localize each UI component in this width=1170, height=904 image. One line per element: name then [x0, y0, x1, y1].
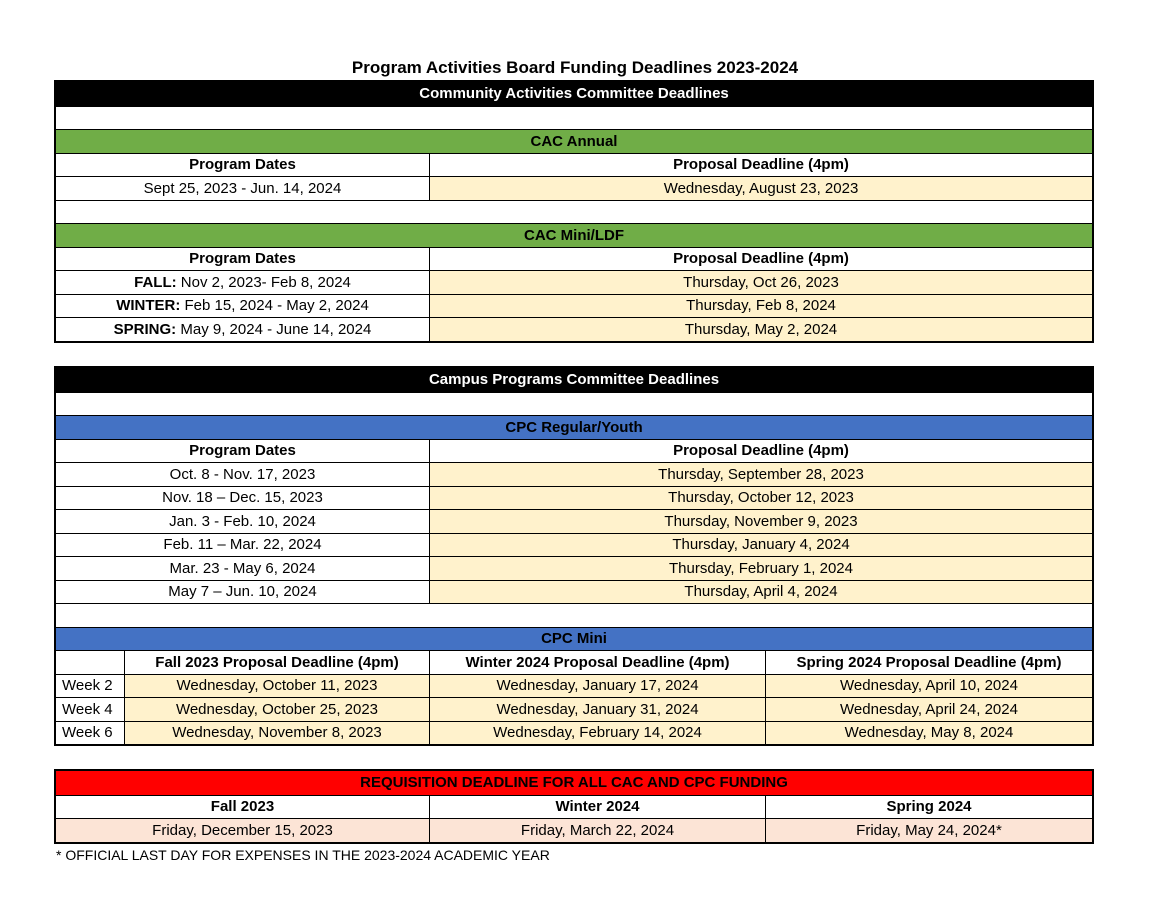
week-label: Week 4: [62, 700, 113, 718]
cpc-header: Campus Programs Committee Deadlines: [56, 368, 1092, 392]
winter-deadline: Wednesday, January 31, 2024: [429, 698, 765, 721]
table-row: [56, 317, 1092, 341]
week-label: Week 2: [62, 677, 113, 695]
table-row: [56, 818, 1092, 842]
spring-deadline: Wednesday, April 24, 2024: [765, 698, 1092, 721]
term-dates: Nov 2, 2023- Feb 8, 2024: [176, 273, 351, 291]
spacer-row: [56, 604, 1092, 627]
week-label: Week 6: [62, 724, 113, 742]
program-dates: May 7 – Jun. 10, 2024: [168, 583, 317, 601]
spring-deadline: Wednesday, April 10, 2024: [765, 675, 1092, 698]
table-row: [56, 270, 1092, 294]
table-row: [56, 580, 1092, 604]
program-dates: Sept 25, 2023 - Jun. 14, 2024: [143, 179, 342, 197]
table-row: [56, 509, 1092, 533]
proposal-deadline: Thursday, April 4, 2024: [429, 581, 1092, 604]
cac-annual-label: CAC Annual: [56, 130, 1092, 153]
winter-deadline: Wednesday, January 17, 2024: [429, 675, 765, 698]
proposal-deadline: Thursday, October 12, 2023: [429, 487, 1092, 510]
table-row: [56, 486, 1092, 510]
cpc-table: [54, 366, 1094, 746]
cac-table: [54, 80, 1094, 343]
proposal-deadline: Thursday, February 1, 2024: [429, 557, 1092, 580]
cac-header: Community Activities Committee Deadlines: [56, 82, 1092, 106]
page-title: Program Activities Board Funding Deadlines 2023-2024: [351, 58, 799, 77]
col-winter: Winter 2024: [429, 796, 765, 819]
table-row: [56, 697, 1092, 721]
table-row: [56, 674, 1092, 698]
col-proposal-deadline: Proposal Deadline (4pm): [429, 440, 1092, 463]
table-row: [56, 556, 1092, 580]
proposal-deadline: Thursday, Feb 8, 2024: [429, 295, 1092, 318]
fall-deadline: Wednesday, October 11, 2023: [124, 675, 429, 698]
winter-deadline: Wednesday, February 14, 2024: [429, 722, 765, 745]
col-program-dates: Program Dates: [189, 250, 296, 268]
term-dates: Feb 15, 2024 - May 2, 2024: [180, 297, 369, 315]
program-dates: Feb. 11 – Mar. 22, 2024: [163, 536, 322, 554]
spring-deadline: Wednesday, May 8, 2024: [765, 722, 1092, 745]
col-spring-deadline: Spring 2024 Proposal Deadline (4pm): [765, 651, 1092, 674]
proposal-deadline: Thursday, May 2, 2024: [429, 318, 1092, 341]
program-dates: [56, 271, 429, 294]
proposal-deadline: Thursday, November 9, 2023: [429, 510, 1092, 533]
cpc-regular-label: CPC Regular/Youth: [56, 416, 1092, 439]
col-week-blank: [56, 651, 124, 674]
program-dates: Mar. 23 - May 6, 2024: [169, 559, 316, 577]
col-fall-deadline: Fall 2023 Proposal Deadline (4pm): [124, 651, 429, 674]
program-dates: [56, 295, 429, 318]
proposal-deadline: Thursday, September 28, 2023: [429, 463, 1092, 486]
col-winter-deadline: Winter 2024 Proposal Deadline (4pm): [429, 651, 765, 674]
proposal-deadline: Wednesday, August 23, 2023: [429, 177, 1092, 200]
program-dates: Oct. 8 - Nov. 17, 2023: [169, 465, 316, 483]
footnote: * OFFICIAL LAST DAY FOR EXPENSES IN THE 2023-2024 ACADEMIC YEAR: [56, 847, 550, 863]
col-program-dates: Program Dates: [189, 156, 296, 174]
fall-deadline: Wednesday, October 25, 2023: [124, 698, 429, 721]
requisition-table: [54, 769, 1094, 844]
col-proposal-deadline: Proposal Deadline (4pm): [429, 154, 1092, 177]
proposal-deadline: Thursday, Oct 26, 2023: [429, 271, 1092, 294]
term-label: FALL:: [134, 273, 177, 291]
col-program-dates: Program Dates: [189, 442, 296, 460]
table-row: [56, 462, 1092, 486]
program-dates: Jan. 3 - Feb. 10, 2024: [169, 512, 316, 530]
program-dates: [56, 318, 429, 341]
proposal-deadline: Thursday, January 4, 2024: [429, 534, 1092, 557]
col-fall: Fall 2023: [210, 798, 275, 816]
col-proposal-deadline: Proposal Deadline (4pm): [429, 248, 1092, 271]
table-row: [56, 294, 1092, 318]
table-row: [56, 533, 1092, 557]
term-label: WINTER:: [116, 297, 181, 315]
term-dates: May 9, 2024 - June 14, 2024: [176, 320, 372, 338]
program-dates: Nov. 18 – Dec. 15, 2023: [162, 489, 323, 507]
fall-requisition-deadline: Friday, December 15, 2023: [56, 819, 429, 842]
fall-deadline: Wednesday, November 8, 2023: [124, 722, 429, 745]
spacer-row: [56, 201, 1092, 224]
table-row: [56, 721, 1092, 745]
term-label: SPRING:: [113, 320, 177, 338]
table-row: [56, 176, 1092, 200]
spacer-row: [56, 393, 1092, 416]
winter-requisition-deadline: Friday, March 22, 2024: [429, 819, 765, 842]
cac-mini-label: CAC Mini/LDF: [56, 224, 1092, 247]
col-spring: Spring 2024: [765, 796, 1092, 819]
requisition-header: REQUISITION DEADLINE FOR ALL CAC AND CPC FUNDING: [56, 771, 1092, 795]
spacer-row: [56, 107, 1092, 130]
cpc-mini-label: CPC Mini: [56, 628, 1092, 651]
spring-requisition-deadline: Friday, May 24, 2024*: [765, 819, 1092, 842]
